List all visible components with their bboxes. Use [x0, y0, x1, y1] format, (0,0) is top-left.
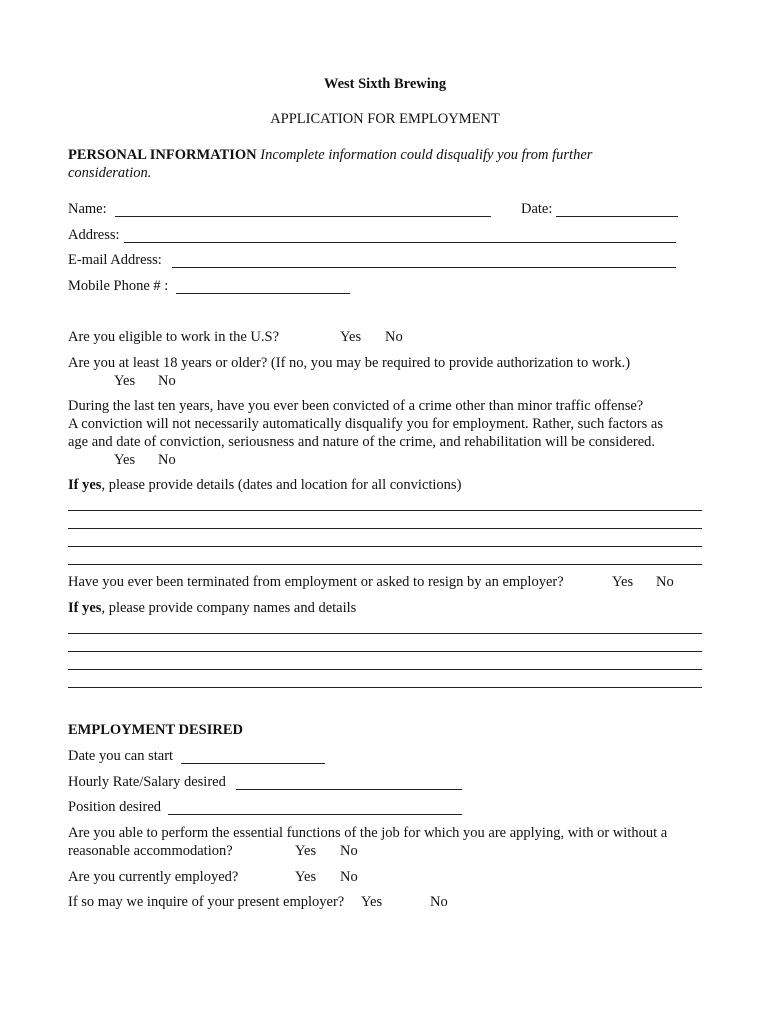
eligible-yes-option[interactable]: Yes: [340, 329, 362, 345]
essential-functions-question: Are you able to perform the essential functions of the job for which you are applying, with or without a: [68, 825, 668, 841]
name-field[interactable]: [115, 216, 491, 217]
terminated-details-text: , please provide company names and details: [101, 600, 357, 616]
employed-question: Are you currently employed?: [68, 869, 239, 885]
conviction-question: During the last ten years, have you ever been convicted of a crime other than minor traffic offense?: [68, 398, 644, 414]
terminated-no-option[interactable]: No: [656, 574, 674, 590]
address-field[interactable]: [124, 242, 676, 243]
inquire-question: If so may we inquire of your present employer?: [68, 894, 345, 910]
terminated-details-line-4[interactable]: [68, 687, 702, 688]
conviction-no-option[interactable]: No: [158, 452, 176, 468]
conviction-note-2: age and date of conviction, seriousness and nature of the crime, and rehabilitation will be considered.: [68, 434, 656, 450]
inquire-yes-option[interactable]: Yes: [361, 894, 383, 910]
address-label: Address:: [68, 227, 120, 243]
date-label: Date:: [521, 201, 553, 217]
employment-desired-heading: EMPLOYMENT DESIRED: [68, 722, 243, 738]
conviction-details-line-1[interactable]: [68, 510, 702, 511]
eligible-no-option[interactable]: No: [385, 329, 403, 345]
form-title: APPLICATION FOR EMPLOYMENT: [270, 111, 500, 127]
terminated-details-prompt: [68, 599, 356, 617]
phone-field[interactable]: [176, 293, 350, 294]
conviction-details-line-2[interactable]: [68, 528, 702, 529]
terminated-details-line-3[interactable]: [68, 669, 702, 670]
age-question: Are you at least 18 years or older? (If no, you may be required to provide authorization to work.): [68, 355, 631, 371]
salary-label: Hourly Rate/Salary desired: [68, 774, 226, 790]
personal-info-heading: PERSONAL INFORMATION: [68, 147, 257, 163]
personal-info-note-cont: consideration.: [68, 165, 152, 181]
essential-yes-option[interactable]: Yes: [295, 843, 317, 859]
essential-functions-question-cont: reasonable accommodation?: [68, 843, 233, 859]
personal-info-note: Incomplete information could disqualify you from further: [260, 147, 593, 163]
age-no-option[interactable]: No: [158, 373, 176, 389]
terminated-yes-option[interactable]: Yes: [612, 574, 634, 590]
inquire-no-option[interactable]: No: [430, 894, 448, 910]
conviction-details-line-3[interactable]: [68, 546, 702, 547]
eligible-question: Are you eligible to work in the U.S?: [68, 329, 280, 345]
terminated-question: Have you ever been terminated from employment or asked to resign by an employer?: [68, 574, 564, 590]
employed-no-option[interactable]: No: [340, 869, 358, 885]
conviction-details-text: , please provide details (dates and location for all convictions): [101, 477, 462, 493]
essential-no-option[interactable]: No: [340, 843, 358, 859]
start-date-field[interactable]: [181, 763, 325, 764]
email-label: E-mail Address:: [68, 252, 162, 268]
name-label: Name:: [68, 201, 107, 217]
terminated-if-yes: If yes: [68, 600, 102, 616]
terminated-details-line-1[interactable]: [68, 633, 702, 634]
age-yes-option[interactable]: Yes: [114, 373, 136, 389]
conviction-yes-option[interactable]: Yes: [114, 452, 136, 468]
email-field[interactable]: [172, 267, 676, 268]
conviction-details-line-4[interactable]: [68, 564, 702, 565]
date-field[interactable]: [556, 216, 678, 217]
phone-label: Mobile Phone # :: [68, 278, 169, 294]
terminated-details-line-2[interactable]: [68, 651, 702, 652]
salary-field[interactable]: [236, 789, 462, 790]
company-name: West Sixth Brewing: [323, 76, 447, 92]
conviction-if-yes: If yes: [68, 477, 102, 493]
position-field[interactable]: [168, 814, 462, 815]
personal-info-heading-row: [68, 146, 592, 164]
conviction-note-1: A conviction will not necessarily automatically disqualify you for employment. Rather, such factors as: [68, 416, 663, 432]
position-label: Position desired: [68, 799, 162, 815]
start-date-label: Date you can start: [68, 748, 174, 764]
conviction-details-prompt: [68, 476, 461, 494]
employed-yes-option[interactable]: Yes: [295, 869, 317, 885]
